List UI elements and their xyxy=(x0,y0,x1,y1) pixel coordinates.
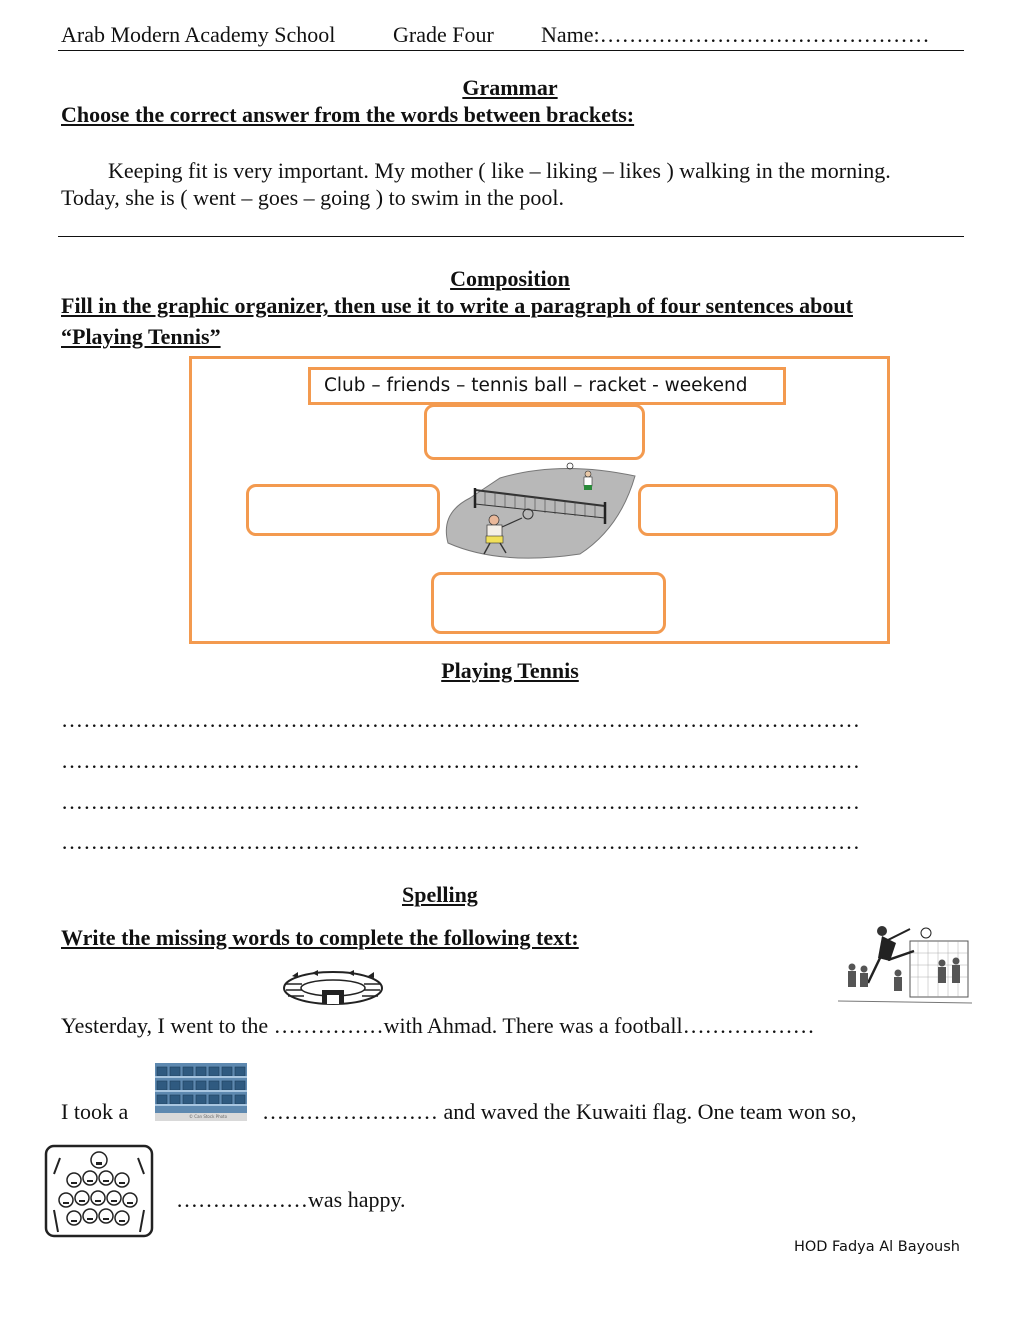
grammar-line-1: Keeping fit is very important. My mother ( like – liking – likes ) walking in the morning. xyxy=(108,158,891,183)
organizer-box-left[interactable] xyxy=(246,484,440,536)
grammar-line-2: Today, she is ( went – goes – going ) to swim in the pool. xyxy=(61,185,564,210)
seats-photo-caption: © Can Stock Photo xyxy=(189,1114,228,1119)
football-players-sketch xyxy=(838,923,972,1009)
grade-label: Grade Four xyxy=(393,22,494,47)
composition-instruction-2: “Playing Tennis” xyxy=(61,324,221,349)
grammar-instruction: Choose the correct answer from the words between brackets: xyxy=(61,102,635,127)
writing-line[interactable]: ……………………………………………………………………………………………… xyxy=(61,789,861,814)
footer-author: HOD Fadya Al Bayoush xyxy=(793,1239,960,1255)
paragraph-title: Playing Tennis xyxy=(441,658,579,683)
writing-line[interactable]: ……………………………………………………………………………………………… xyxy=(61,829,861,854)
spelling-instruction: Write the missing words to complete the following text: xyxy=(61,925,579,950)
writing-line[interactable]: ……………………………………………………………………………………………… xyxy=(61,748,861,773)
writing-line[interactable]: ……………………………………………………………………………………………… xyxy=(61,707,861,732)
stadium-icon xyxy=(282,970,384,1006)
header-divider xyxy=(58,50,964,51)
spelling-sentence-1: Yesterday, I went to the ……………with Ahmad. There was a football……………… xyxy=(61,1013,815,1038)
crowd-icon xyxy=(44,1144,154,1238)
spelling-sentence-2-end: …………………… and waved the Kuwaiti flag. One team won so, xyxy=(262,1099,857,1124)
student-name-field[interactable]: Name:……………………………………… xyxy=(541,22,930,47)
seats-photo xyxy=(155,1063,247,1121)
spelling-title: Spelling xyxy=(402,882,478,907)
organizer-box-right[interactable] xyxy=(638,484,838,536)
spelling-sentence-3: ………………was happy. xyxy=(176,1187,406,1212)
composition-title: Composition xyxy=(450,266,570,291)
tennis-court-illustration xyxy=(440,458,640,566)
organizer-box-bottom[interactable] xyxy=(431,572,666,634)
section-divider xyxy=(58,236,964,237)
composition-instruction-1: Fill in the graphic organizer, then use it to write a paragraph of four sentences about xyxy=(61,293,853,318)
spelling-sentence-2-start: I took a xyxy=(61,1099,129,1124)
organizer-box-top[interactable] xyxy=(424,404,645,460)
word-bank: Club – friends – tennis ball – racket - weekend xyxy=(308,367,786,405)
school-name: Arab Modern Academy School xyxy=(61,22,336,47)
grammar-title: Grammar xyxy=(462,75,558,100)
